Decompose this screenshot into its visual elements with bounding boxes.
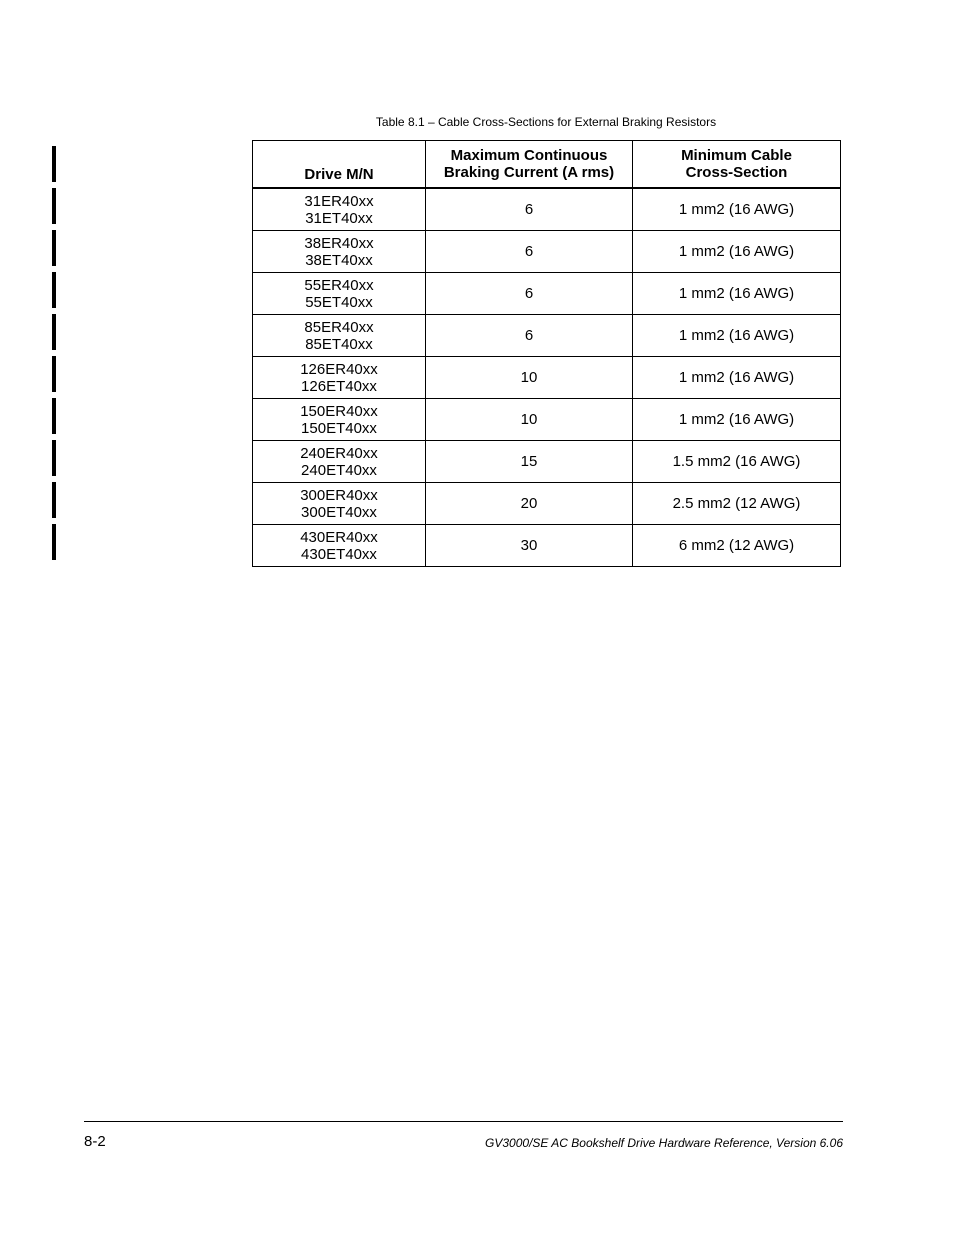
drive-model-er: 240ER40xx — [300, 444, 378, 462]
drive-model-cell — [253, 273, 426, 315]
revision-change-bars — [52, 146, 56, 560]
cross-section-cell: 1 mm2 (16 AWG) — [633, 231, 841, 273]
drive-model-cell — [253, 231, 426, 273]
header-cable-cross-section-line1: Minimum Cable — [681, 147, 792, 164]
drive-model-cell — [253, 525, 426, 567]
drive-model-er: 150ER40xx — [300, 402, 378, 420]
table-row — [253, 399, 841, 441]
cross-section-cell: 1 mm2 (16 AWG) — [633, 273, 841, 315]
header-cable-cross-section — [633, 141, 841, 189]
drive-model-et: 38ET40xx — [305, 251, 373, 269]
braking-current-cell: 6 — [426, 188, 633, 231]
header-drive-mn-label: Drive M/N — [304, 166, 374, 183]
table-row — [253, 441, 841, 483]
cross-section-cell: 1.5 mm2 (16 AWG) — [633, 441, 841, 483]
drive-model-er: 126ER40xx — [300, 360, 378, 378]
table-caption: Table 8.1 – Cable Cross-Sections for External Braking Resistors — [375, 115, 717, 129]
drive-model-et: 430ET40xx — [301, 545, 377, 563]
page-number: 8-2 — [84, 1133, 106, 1150]
drive-model-cell — [253, 441, 426, 483]
drive-model-cell — [253, 315, 426, 357]
braking-current-cell: 30 — [426, 525, 633, 567]
drive-model-et: 55ET40xx — [305, 293, 373, 311]
table-row — [253, 525, 841, 567]
table-row — [253, 231, 841, 273]
cross-section-cell: 1 mm2 (16 AWG) — [633, 315, 841, 357]
braking-current-cell: 20 — [426, 483, 633, 525]
cable-cross-section-table — [252, 140, 841, 567]
header-drive-mn — [253, 141, 426, 189]
braking-current-cell: 10 — [426, 357, 633, 399]
header-braking-current-line2: Braking Current (A rms) — [443, 164, 615, 181]
document-title: GV3000/SE AC Bookshelf Drive Hardware Reference, Version 6.06 — [485, 1136, 843, 1150]
drive-model-er: 430ER40xx — [300, 528, 378, 546]
drive-model-et: 126ET40xx — [301, 377, 377, 395]
drive-model-cell — [253, 483, 426, 525]
cross-section-cell: 1 mm2 (16 AWG) — [633, 188, 841, 231]
footer-divider — [84, 1121, 843, 1122]
drive-model-er: 55ER40xx — [304, 276, 374, 294]
braking-current-cell: 6 — [426, 315, 633, 357]
braking-current-cell: 15 — [426, 441, 633, 483]
drive-model-cell — [253, 357, 426, 399]
header-cable-cross-section-line2: Cross-Section — [685, 164, 788, 181]
header-braking-current-line1: Maximum Continuous — [450, 147, 608, 164]
table-header-row — [253, 141, 841, 189]
drive-model-et: 240ET40xx — [301, 461, 377, 479]
table-row — [253, 315, 841, 357]
cross-section-cell: 1 mm2 (16 AWG) — [633, 399, 841, 441]
drive-model-er: 85ER40xx — [304, 318, 374, 336]
drive-model-cell — [253, 188, 426, 231]
drive-model-er: 38ER40xx — [304, 234, 374, 252]
table-row — [253, 357, 841, 399]
drive-model-et: 150ET40xx — [301, 419, 377, 437]
cross-section-cell: 6 mm2 (12 AWG) — [633, 525, 841, 567]
drive-model-et: 31ET40xx — [305, 209, 373, 227]
table-row — [253, 483, 841, 525]
drive-model-et: 85ET40xx — [305, 335, 373, 353]
drive-model-et: 300ET40xx — [301, 503, 377, 521]
table-row — [253, 273, 841, 315]
drive-model-cell — [253, 399, 426, 441]
header-braking-current — [426, 141, 633, 189]
table-row — [253, 188, 841, 231]
braking-current-cell: 6 — [426, 273, 633, 315]
cross-section-cell: 2.5 mm2 (12 AWG) — [633, 483, 841, 525]
braking-current-cell: 10 — [426, 399, 633, 441]
drive-model-er: 300ER40xx — [300, 486, 378, 504]
drive-model-er: 31ER40xx — [304, 192, 374, 210]
braking-current-cell: 6 — [426, 231, 633, 273]
cross-section-cell: 1 mm2 (16 AWG) — [633, 357, 841, 399]
